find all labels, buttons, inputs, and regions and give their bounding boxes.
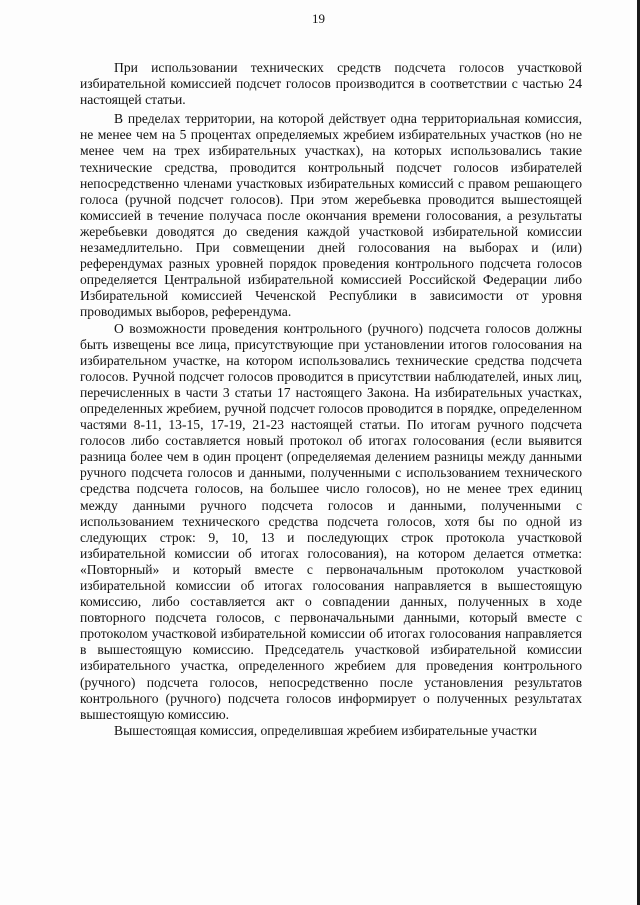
document-body [80,60,582,739]
paragraph-control-count: В пределах территории, на которой действует одна территориальная комиссия, не менее чем на 5 процентах определяемых жребием избирательных участков (но не менее чем на трех избирательных участках), на которых использовались такие технические средства, проводится контрольный подсчет голосов избирателей непосредственно членами участковых избирательных комиссий с правом решающего голоса (ручной подсчет голосов). При этом жеребьевка проводится вышестоящей комиссией в течение получаса после окончания времени голосования, а результаты жеребьевки доводятся до сведения каждой участковой избирательной комиссии незамедлительно. При совмещении дней голосования на выборах и (или) референдумах разных уровней порядок проведения контрольного подсчета голосов определяется Центральной избирательной комиссией Российской Федерации либо Избирательной комиссией Чеченской Республики в зависимости от уровня проводимых выборов, референдума. [80,111,582,320]
paragraph-technical-counting: При использовании технических средств подсчета голосов участковой избирательной комиссией подсчет голосов производится в соответствии с частью 24 настоящей статьи. [80,60,582,108]
paragraph-manual-count: О возможности проведения контрольного (ручного) подсчета голосов должны быть извещены все лица, присутствующие при установлении итогов голосования на избирательном участке, на котором использовались технические средства подсчета голосов. Ручной подсчет голосов проводится в присутствии наблюдателей, иных лиц, перечисленных в части 3 статьи 17 настоящего Закона. На избирательных участках, определенных жребием, ручной подсчет голосов проводится в порядке, определенном частями 8-11, 13-15, 17-19, 21-23 настоящей статьи. По итогам ручного подсчета голосов либо составляется новый протокол об итогах голосования (если выявится разница более чем в один процент (определяемая делением разницы между данными ручного подсчета голосов и данными, полученными с использованием технического средства подсчета голосов, на большее число голосов), но не менее трех единиц между данными ручного подсчета голосов и данными, полученными с использованием технического средства подсчета голосов, хотя бы по одной из следующих строк: 9, 10, 13 и последующих строк протокола участковой избирательной комиссии об итогах голосования), на котором делается отметка: «Повторный» и который вместе с первоначальным протоколом участковой избирательной комиссии об итогах голосования направляется в вышестоящую комиссию, либо составляется акт о совпадении данных, полученных в ходе повторного подсчета голосов, с первоначальными данными, который вместе с протоколом участковой избирательной комиссии об итогах голосования направляется в вышестоящую комиссию. Председатель участковой избирательной комиссии избирательного участка, определенного жребием для проведения контрольного (ручного) подсчета голосов, непосредственно после установления результатов контрольного (ручного) подсчета голосов информирует о полученных результатах вышестоящую комиссию. [80,320,582,722]
paragraph-superior-commission: Вышестоящая комиссия, определившая жребием избирательные участки [114,722,537,738]
page-number: 19 [312,11,325,26]
